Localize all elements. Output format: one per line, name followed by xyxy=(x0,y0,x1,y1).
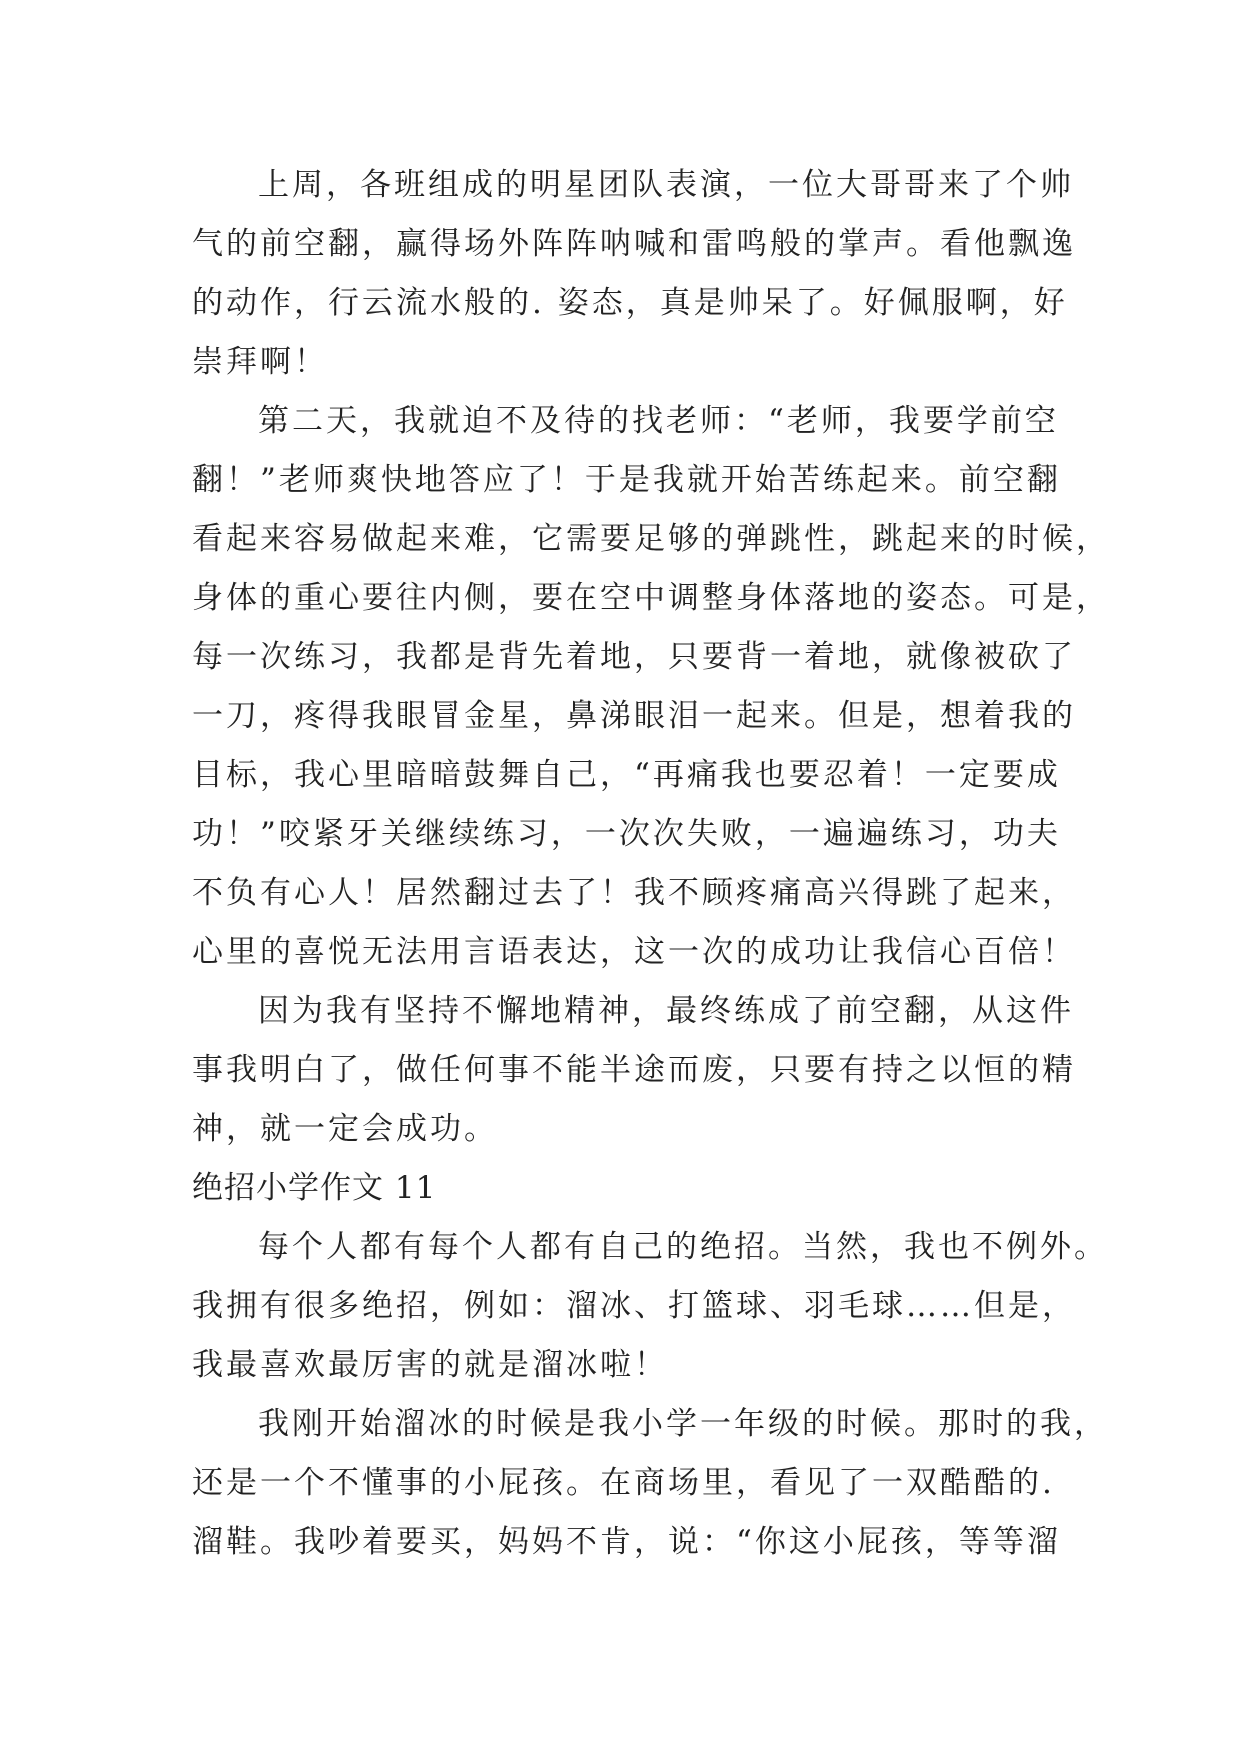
paragraph-4 xyxy=(192,1218,1108,1395)
text-line: 功！”咬紧牙关继续练习，一次次失败，一遍遍练习，功夫 xyxy=(192,816,1061,852)
text-line: 神，就一定会成功。 xyxy=(192,1111,498,1147)
paragraph-2 xyxy=(192,392,1110,982)
text-line: 看起来容易做起来难，它需要足够的弹跳性，跳起来的时候， xyxy=(192,521,1110,557)
text-line: 每个人都有每个人都有自己的绝招。当然，我也不例外。 xyxy=(258,1229,1108,1265)
paragraph-3 xyxy=(192,982,1076,1159)
text-line: 心里的喜悦无法用言语表达，这一次的成功让我信心百倍！ xyxy=(192,934,1076,970)
paragraph-5 xyxy=(192,1395,1108,1572)
text-line: 气的前空翻，赢得场外阵阵呐喊和雷鸣般的掌声。看他飘逸 xyxy=(192,226,1076,262)
text-line: 上周，各班组成的明星团队表演，一位大哥哥来了个帅 xyxy=(258,167,1074,203)
text-line: 溜鞋。我吵着要买，妈妈不肯，说：“你这小屁孩，等等溜 xyxy=(192,1524,1061,1560)
text-line: 第二天，我就迫不及待的找老师：“老师，我要学前空 xyxy=(258,403,1059,439)
section-heading: 绝招小学作文 11 xyxy=(192,1170,437,1206)
text-line: 因为我有坚持不懈地精神，最终练成了前空翻，从这件 xyxy=(258,993,1074,1029)
text-line: 崇拜啊！ xyxy=(192,344,328,380)
paragraph-1 xyxy=(192,156,1076,392)
text-line: 我刚开始溜冰的时候是我小学一年级的时候。那时的我， xyxy=(258,1406,1108,1442)
text-line: 每一次练习，我都是背先着地，只要背一着地，就像被砍了 xyxy=(192,639,1076,675)
text-line: 我最喜欢最厉害的就是溜冰啦！ xyxy=(192,1347,668,1383)
text-line: 的动作，行云流水般的. 姿态，真是帅呆了。好佩服啊，好 xyxy=(192,285,1068,321)
document-body xyxy=(192,156,1110,1572)
text-line: 不负有心人！居然翻过去了！我不顾疼痛高兴得跳了起来， xyxy=(192,875,1076,911)
text-line: 身体的重心要往内侧，要在空中调整身体落地的姿态。可是， xyxy=(192,580,1110,616)
text-line: 还是一个不懂事的小屁孩。在商场里，看见了一双酷酷的. xyxy=(192,1465,1055,1501)
text-line: 事我明白了，做任何事不能半途而废，只要有持之以恒的精 xyxy=(192,1052,1076,1088)
text-line: 一刀，疼得我眼冒金星，鼻涕眼泪一起来。但是，想着我的 xyxy=(192,698,1076,734)
text-line: 我拥有很多绝招，例如：溜冰、打篮球、羽毛球……但是， xyxy=(192,1288,1076,1324)
text-line: 翻！”老师爽快地答应了！于是我就开始苦练起来。前空翻 xyxy=(192,462,1061,498)
text-line: 目标，我心里暗暗鼓舞自己，“再痛我也要忍着！一定要成 xyxy=(192,757,1061,793)
